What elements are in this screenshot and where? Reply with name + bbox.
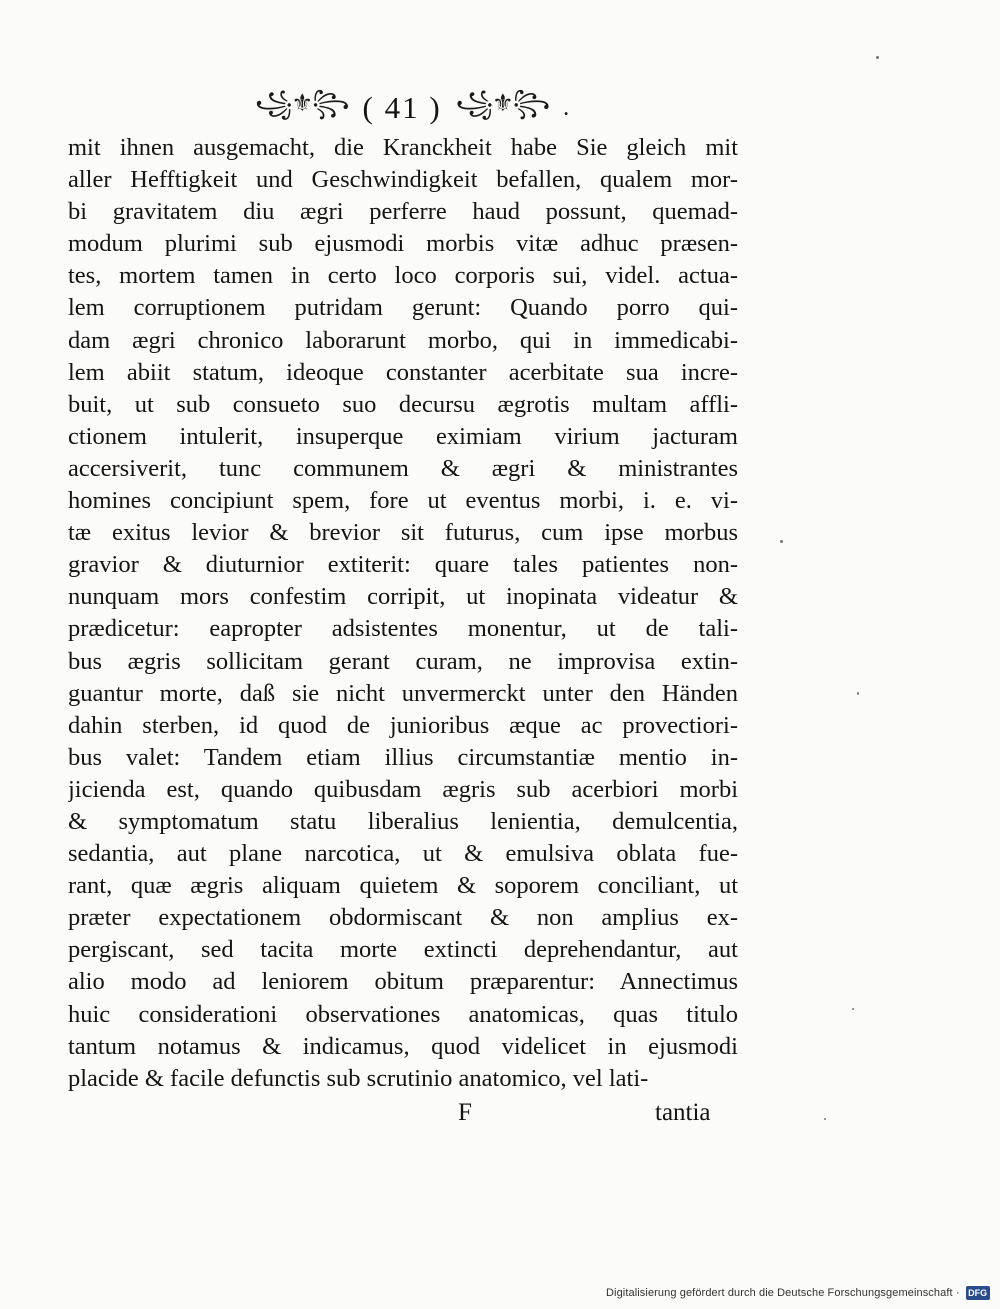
body-text	[68, 132, 738, 1095]
catchword: tantia	[655, 1099, 711, 1126]
paper-speck	[780, 540, 783, 543]
paper-speck	[824, 1118, 826, 1120]
text-line: huic considerationi observationes anatomicas, quas titulo	[68, 1000, 738, 1028]
text-line: bi gravitatem diu ægri perferre haud possunt, quemad-	[68, 198, 738, 226]
text-line: buit, ut sub consueto suo decursu ægrotis multam affli-	[68, 390, 738, 418]
text-line: sedantia, aut plane narcotica, ut & emulsiva oblata fue-	[68, 840, 738, 868]
dfg-logo-icon: DFG	[966, 1286, 990, 1300]
text-line: nunquam mors confestim corripit, ut inopinata videatur &	[68, 583, 738, 611]
paper-speck	[857, 692, 859, 695]
footer-credit: Digitalisierung gefördert durch die Deutsche Forschungsgemeinschaft ·	[606, 1287, 960, 1299]
text-line: prædicetur: eapropter adsistentes monentur, ut de tali-	[68, 615, 738, 643]
text-line: tes, mortem tamen in certo loco corporis sui, videl. actua-	[68, 262, 738, 290]
paper-speck	[876, 56, 879, 59]
text-line: præter expectationem obdormiscant & non amplius ex-	[68, 904, 738, 932]
signature-mark: F	[458, 1099, 472, 1126]
text-line: lem corruptionem putridam gerunt: Quando porro qui-	[68, 294, 738, 322]
text-line: accersiverit, tunc communem & ægri & ministrantes	[68, 454, 738, 482]
header-dot: .	[563, 94, 570, 121]
text-line: guantur morte, daß sie nicht unvermerckt unter den Händen	[68, 679, 738, 707]
ornament-left-icon: ꧁⚜꧂	[255, 88, 349, 117]
paper-speck	[852, 1008, 854, 1010]
text-line: lem abiit statum, ideoque constanter acerbitate sua incre-	[68, 358, 738, 386]
text-line: bus valet: Tandem etiam illius circumstantiæ mentio in-	[68, 743, 738, 771]
text-line: & symptomatum statu liberalius lenientia, demulcentia,	[68, 807, 738, 835]
text-line: pergiscant, sed tacita morte extincti deprehendantur, aut	[68, 936, 738, 964]
text-line: tæ exitus levior & brevior sit futurus, cum ipse morbus	[68, 519, 738, 547]
text-line: jicienda est, quando quibusdam ægris sub acerbiori morbi	[68, 775, 738, 803]
digitization-footer	[606, 1283, 990, 1303]
text-line: dam ægri chronico laborarunt morbo, qui in immedicabi-	[68, 326, 738, 354]
text-line: rant, quæ ægris aliquam quietem & soporem conciliant, ut	[68, 872, 738, 900]
text-line: homines concipiunt spem, fore ut eventus morbi, i. e. vi-	[68, 487, 738, 515]
text-line: modum plurimi sub ejusmodi morbis vitæ adhuc præsen-	[68, 230, 738, 258]
page-header	[255, 88, 575, 128]
text-line: tantum notamus & indicamus, quod videlicet in ejusmodi	[68, 1032, 738, 1060]
text-line: gravior & diuturnior extiterit: quare tales patientes non-	[68, 551, 738, 579]
text-line: ctionem intulerit, insuperque eximiam virium jacturam	[68, 422, 738, 450]
text-line: dahin sterben, id quod de junioribus æque ac provectiori-	[68, 711, 738, 739]
text-line: placide & facile defunctis sub scrutinio anatomico, vel lati-	[68, 1064, 649, 1092]
text-line: bus ægris sollicitam gerant curam, ne improvisa extin-	[68, 647, 738, 675]
ornament-right-icon: ꧁⚜꧂	[455, 88, 550, 117]
text-line: mit ihnen ausgemacht, die Kranckheit habe Sie gleich mit	[68, 134, 738, 161]
page-number: ( 41 )	[362, 90, 442, 125]
text-line: aller Hefftigkeit und Geschwindigkeit befallen, qualem mor-	[68, 166, 738, 194]
text-line: alio modo ad leniorem obitum præparentur: Annectimus	[68, 968, 738, 996]
